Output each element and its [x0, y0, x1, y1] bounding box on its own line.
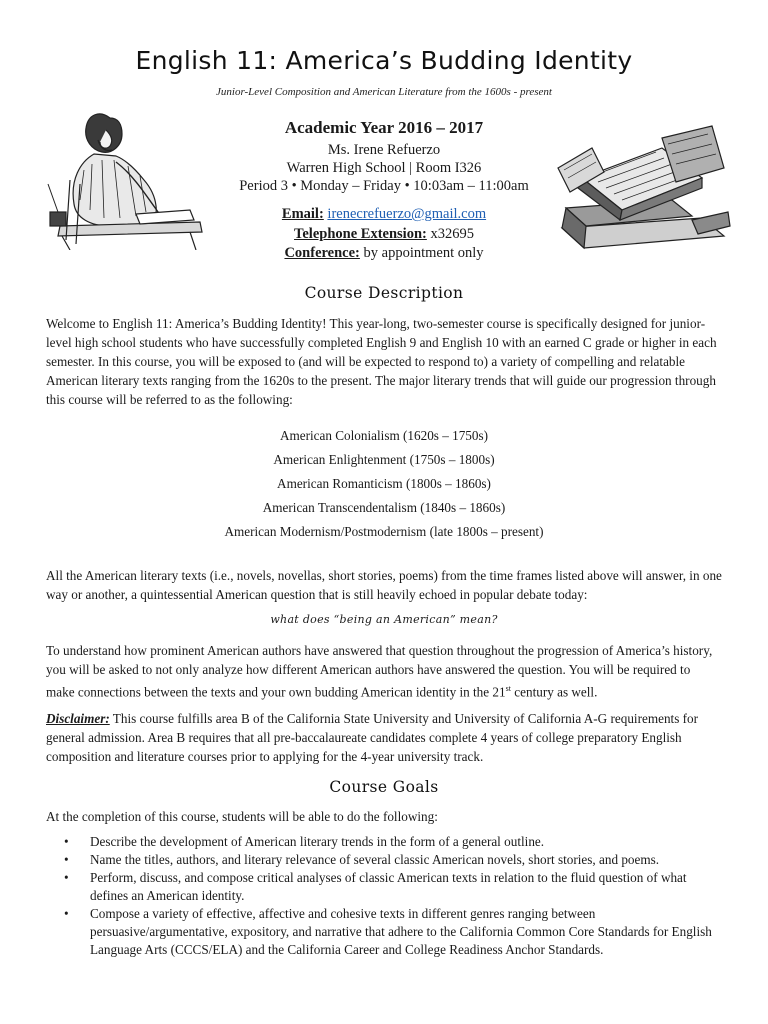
era-item: American Modernism/Postmodernism (late 1800s – present) [224, 524, 544, 539]
course-goals-heading: Course Goals [329, 778, 439, 796]
email-label: Email: [281, 206, 324, 222]
class-period: Period 3 • Monday – Friday • 10:03am – 11:00am [239, 178, 529, 194]
page-title: English 11: America’s Budding Identity [135, 46, 633, 75]
understand-text-end: century as well. [510, 684, 598, 700]
goal-text: Name the titles, authors, and literary relevance of several classic American novels, short stories, and poems. [90, 852, 660, 867]
era-item: American Romanticism (1800s – 1860s) [277, 476, 491, 491]
bullet-icon: • [64, 906, 69, 921]
goal-text: Describe the development of American literary trends in the form of a general outline. [90, 834, 545, 849]
bullet-icon: • [64, 870, 69, 885]
understand-paragraph [46, 641, 722, 701]
conference-value: by appointment only [359, 245, 484, 261]
course-description-heading: Course Description [304, 284, 464, 302]
goals-list [46, 833, 722, 959]
era-item: American Enlightenment (1750s – 1800s) [273, 452, 495, 467]
texts-paragraph: All the American literary texts (i.e., novels, novellas, short stories, poems) from the time frames listed above will answer, in one way or another, a quintessential American question that is still heavily echoed in popular debate today: [46, 568, 722, 602]
era-item: American Colonialism (1620s – 1750s) [279, 428, 489, 443]
central-question: what does “being an American” mean? [270, 613, 498, 626]
phone-label: Telephone Extension: [294, 226, 427, 242]
list-item [46, 851, 722, 869]
books-illustration [552, 108, 732, 258]
list-item [46, 869, 722, 905]
disclaimer-label: Disclaimer: [46, 711, 110, 726]
goals-intro: At the completion of this course, students will be able to do the following: [46, 809, 438, 824]
phone-value: x32695 [426, 226, 474, 242]
page-subtitle: Junior-Level Composition and American Literature from the 1600s - present [216, 86, 552, 98]
disclaimer-text: This course fulfills area B of the California State University and University of California A-G requirements for general admission. Area B requires that all pre-baccalaureate candidates complete 4 years of college preparatory English composition and literature courses prior to applying for the 4-year university track. [46, 711, 699, 764]
disclaimer-paragraph [46, 709, 722, 766]
email-link[interactable]: irenecrefuerzo@gmail.com [327, 206, 487, 222]
bullet-icon: • [64, 834, 69, 849]
phone-line [200, 225, 568, 244]
academic-year: Academic Year 2016 – 2017 [284, 118, 484, 137]
era-item: American Transcendentalism (1840s – 1860s) [262, 500, 506, 515]
intro-paragraph: Welcome to English 11: America’s Budding Identity! This year-long, two-semester course is specifically designed for junior-level high school students who have successfully completed English 9 and English 10 with an earned C grade or higher in each semester. In this course, you will be exposed to (and will be expected to respond to) a variety of compelling and relatable American literary texts ranging from the 1620s to the present. The major literary trends that will guide our progression through this course will be referred to as the following: [46, 316, 717, 407]
ordinal-suffix: st [505, 684, 511, 693]
goal-text: Compose a variety of effective, affective and cohesive texts in different genres ranging between persuasive/argumentative, expository, and narrative that adhere to the California Common Core Standards for English Language Arts (CCCS/ELA) and the California Career and College Readiness Anchor Standards. [90, 906, 712, 957]
email-line [200, 205, 568, 224]
teacher-name: Ms. Irene Refuerzo [327, 142, 441, 158]
conference-label: Conference: [284, 245, 360, 261]
list-item [46, 833, 722, 851]
school-room: Warren High School | Room I326 [286, 160, 482, 176]
woman-writing-illustration [40, 100, 210, 250]
understand-text: To understand how prominent American authors have answered that question throughout the progression of America’s history, you will be asked to not only analyze how different American authors have answered the question. You will be required to make connections between the texts and your own budding American identity in the 21 [46, 643, 713, 700]
literary-eras-list [0, 424, 768, 544]
list-item [46, 905, 722, 959]
goal-text: Perform, discuss, and compose critical analyses of classic American texts in relation to the fluid question of what defines an American identity. [90, 870, 687, 903]
bullet-icon: • [64, 852, 69, 867]
conference-line [200, 244, 568, 263]
